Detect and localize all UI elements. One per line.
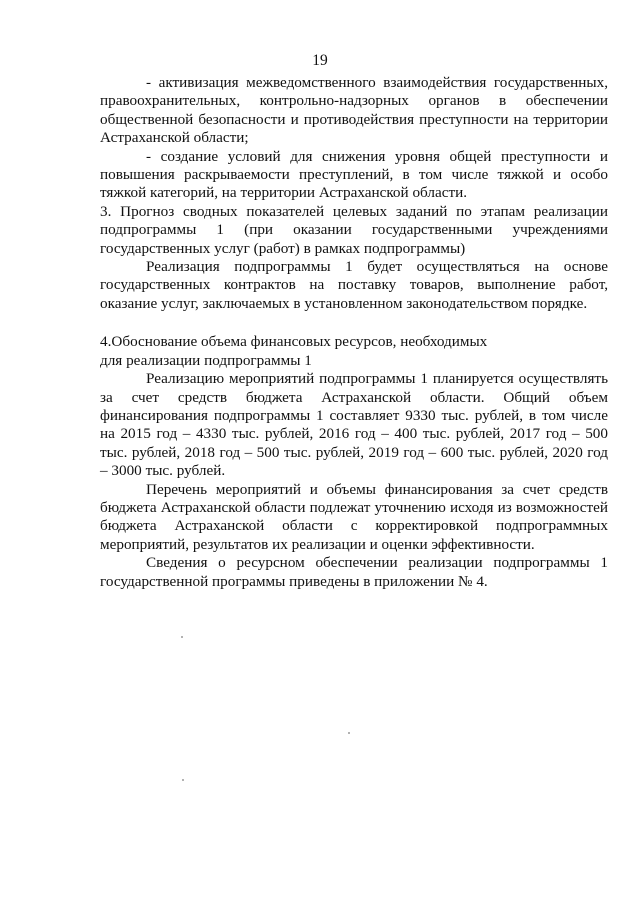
section-4-paragraph: Сведения о ресурсном обеспечении реализации подпрограммы 1 государственной программы приведены в приложении № 4. bbox=[100, 554, 608, 590]
bullet-item: - активизация межведомственного взаимодействия государственных, правоохранительных, контрольно-надзорных органов в обеспечении общественной безопасности и противодействия преступности на территории Астраханской области; bbox=[100, 74, 608, 147]
scan-speck bbox=[181, 636, 183, 638]
scan-speck bbox=[182, 779, 184, 781]
bullet-item: - создание условий для снижения уровня общей преступности и повышения раскрываемости преступлений, в том числе тяжкой и особо тяжкой категорий, на территории Астраханской области. bbox=[100, 147, 608, 202]
scan-speck bbox=[348, 732, 350, 734]
section-3-heading: 3. Прогноз сводных показателей целевых заданий по этапам реализации подпрограммы 1 (при оказании государственными учреждениями государственных услуг (работ) в рамках подпрограммы) bbox=[100, 202, 608, 257]
section-4-heading bbox=[100, 333, 608, 370]
section-3-paragraph: Реализация подпрограммы 1 будет осуществляться на основе государственных контрактов на поставку товаров, выполнение работ, оказание услуг, заключаемых в установленном законодательством порядке. bbox=[100, 258, 608, 312]
section-4-paragraph: Перечень мероприятий и объемы финансирования за счет средств бюджета Астраханской области подлежат уточнению исходя из возможностей бюджета Астраханской области с корректировкой подпрограммных мероприятий, результатов их реализации и оценки эффективности. bbox=[100, 480, 608, 553]
page-number: 19 bbox=[312, 52, 328, 69]
section-4-paragraph: Реализацию мероприятий подпрограммы 1 планируется осуществлять за счет средств бюджета Астраханской области. Общий объем финансирования подпрограммы 1 составляет 9330 тыс. рублей, в том числе на 2015 год – 4330 тыс. рублей, 2016 год – 400 тыс. рублей, 2017 год – 500 тыс. рублей, 2018 год – 500 тыс. рублей, 2019 год – 600 тыс. рублей, 2020 год – 3000 тыс. рублей. bbox=[100, 370, 608, 480]
section-4-heading-line: для реализации подпрограммы 1 bbox=[100, 351, 312, 369]
document-body bbox=[100, 74, 608, 591]
section-4-heading-line: 4.Обоснование объема финансовых ресурсов, необходимых bbox=[100, 333, 488, 351]
